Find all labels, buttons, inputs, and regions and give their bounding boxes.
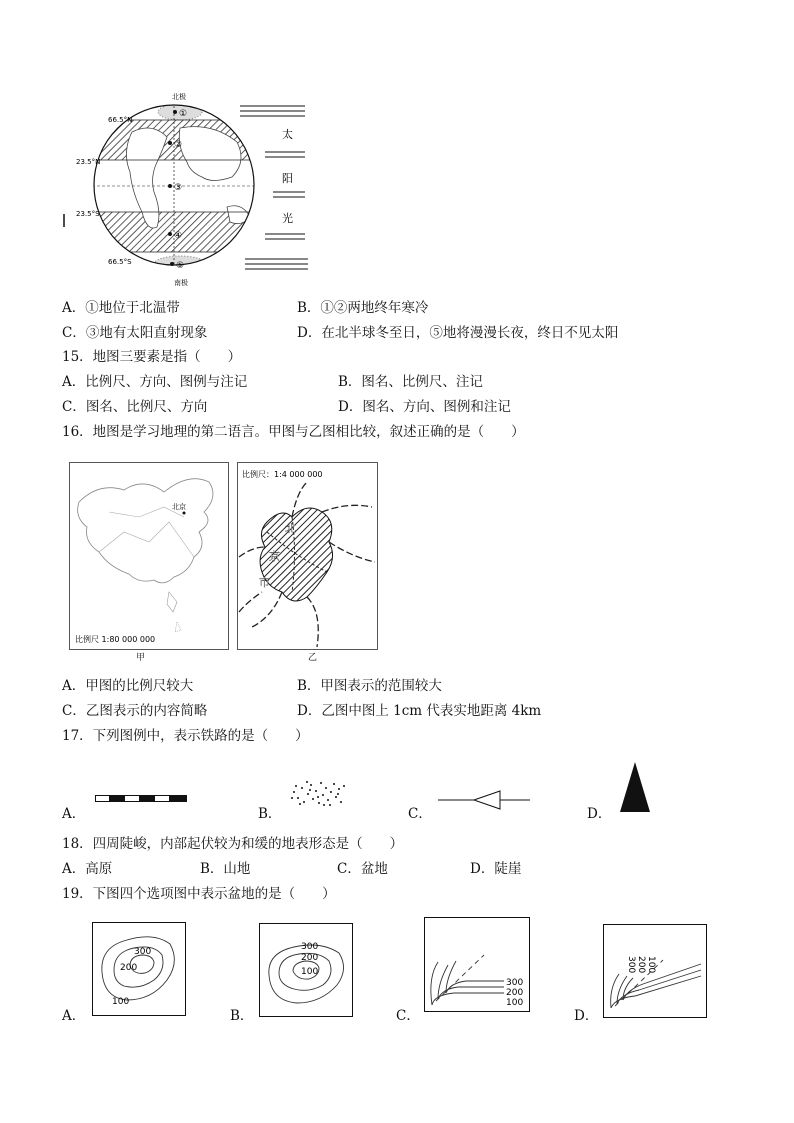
q17-letter-c: C． xyxy=(408,806,432,822)
sun-char-3: 光 xyxy=(282,212,293,225)
lat-66s: 66.5°S xyxy=(108,258,132,266)
point-label-2: ② xyxy=(174,140,183,150)
point-label-4: ④ xyxy=(174,231,183,241)
q18-option-a: A．高原 xyxy=(62,861,113,877)
q19-letter-a: A． xyxy=(62,1008,86,1024)
contour-a-200: 200 xyxy=(120,963,138,973)
contour-d-300: 300 xyxy=(626,956,636,974)
q14-option-c: C．③地有太阳直射现象 xyxy=(62,325,208,341)
map-yi-caption: 乙 xyxy=(308,653,318,663)
q14-option-a: A．①地位于北温带 xyxy=(62,300,180,316)
peak-triangle-symbol xyxy=(618,760,652,814)
map-yi xyxy=(237,462,378,650)
q16-option-d: D．乙图中图上 1cm 代表实地距离 4km xyxy=(297,703,542,719)
q15-option-d: D．图名、方向、图例和注记 xyxy=(338,399,511,415)
q14-option-d: D．在北半球冬至日，⑤地将漫漫长夜，终日不见太阳 xyxy=(297,325,619,341)
map-jia-city: 北京 xyxy=(172,503,186,511)
q17-letter-b: B． xyxy=(258,806,282,822)
contour-a-100: 100 xyxy=(112,997,130,1007)
contour-d-100: 100 xyxy=(646,956,656,974)
contour-c-100: 100 xyxy=(506,998,524,1008)
river-arrow-symbol xyxy=(438,788,530,812)
map-jia xyxy=(69,462,229,650)
q19-letter-b: B． xyxy=(230,1008,254,1024)
contour-b-100: 100 xyxy=(301,967,319,977)
point-label-5: ⑤ xyxy=(176,261,185,271)
contour-map-b xyxy=(259,923,353,1017)
q16-option-b: B．甲图表示的范围较大 xyxy=(297,678,442,694)
contour-d-200: 200 xyxy=(636,956,646,974)
q18-stem: 18．四周陡峻，内部起伏较为和缓的地表形态是（ ） xyxy=(62,836,404,852)
contour-a-300: 300 xyxy=(134,947,152,957)
railway-symbol xyxy=(95,790,187,802)
map-yi-char-2: 京 xyxy=(269,550,280,563)
q16-option-a: A．甲图的比例尺较大 xyxy=(62,678,194,694)
sun-char-1: 太 xyxy=(282,128,293,141)
q15-stem: 15．地图三要素是指（ ） xyxy=(62,349,242,365)
map-jia-caption: 甲 xyxy=(136,653,146,663)
q16-option-c: C．乙图表示的内容简略 xyxy=(62,703,208,719)
sun-char-2: 阳 xyxy=(282,172,293,185)
q19-letter-d: D． xyxy=(574,1008,599,1024)
point-label-1: ① xyxy=(179,109,188,119)
map-yi-char-3: 市 xyxy=(259,576,270,589)
q17-stem: 17．下列图例中，表示铁路的是（ ） xyxy=(62,728,309,744)
contour-b-300: 300 xyxy=(301,942,319,952)
contour-map-d xyxy=(603,924,707,1018)
contour-map-c xyxy=(424,917,530,1012)
lat-23n: 23.5°N xyxy=(76,158,101,166)
south-pole-label: 南极 xyxy=(174,279,188,287)
point-label-3: ③ xyxy=(174,183,183,193)
q18-option-b: B．山地 xyxy=(200,861,251,877)
map-yi-scale: 比例尺：1:4 000 000 xyxy=(242,470,323,479)
q17-letter-a: A． xyxy=(62,806,86,822)
contour-b-200: 200 xyxy=(301,953,319,963)
q19-stem: 19．下图四个选项图中表示盆地的是（ ） xyxy=(62,886,336,902)
q15-option-a: A．比例尺、方向、图例与注记 xyxy=(62,374,248,390)
dotted-area-symbol xyxy=(288,778,348,808)
q18-option-c: C．盆地 xyxy=(337,861,388,877)
lat-66n: 66.5°N xyxy=(108,116,133,124)
north-pole-label: 北极 xyxy=(172,93,186,101)
globe-sunlight-figure xyxy=(62,92,312,287)
q16-stem: 16．地图是学习地理的第二语言。甲图与乙图相比较，叙述正确的是（ ） xyxy=(62,424,525,440)
q18-option-d: D．陡崖 xyxy=(470,861,522,877)
contour-c-300: 300 xyxy=(506,978,524,988)
q15-option-c: C．图名、比例尺、方向 xyxy=(62,399,208,415)
q15-option-b: B．图名、比例尺、注记 xyxy=(338,374,483,390)
contour-c-200: 200 xyxy=(506,988,524,998)
q14-option-b: B．①②两地终年寒冷 xyxy=(297,300,429,316)
lat-23s: 23.5°S xyxy=(76,210,100,218)
map-jia-scale: 比例尺 1:80 000 000 xyxy=(75,635,156,644)
q17-letter-d: D． xyxy=(587,806,612,822)
map-yi-char-1: 北 xyxy=(285,522,296,535)
q19-letter-c: C． xyxy=(396,1008,420,1024)
contour-map-a xyxy=(92,922,186,1016)
